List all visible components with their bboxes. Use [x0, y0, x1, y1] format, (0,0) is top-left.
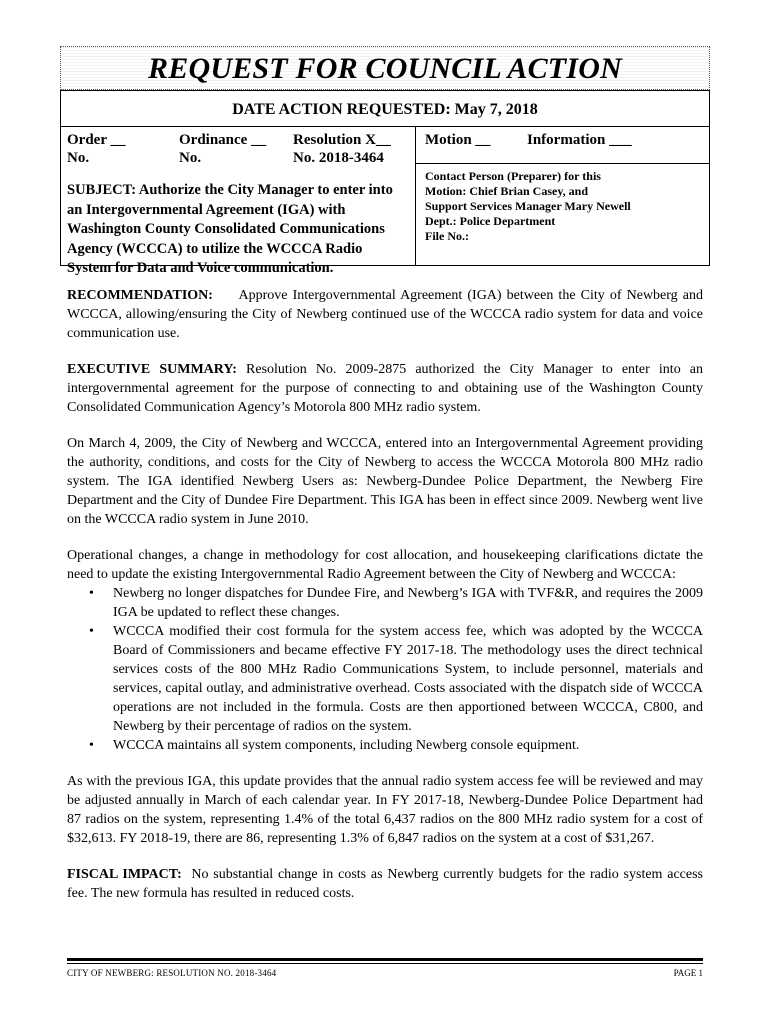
- contact-line: Motion: Chief Brian Casey, and: [425, 184, 589, 198]
- recommendation-paragraph: [67, 286, 703, 343]
- fiscal-impact-text: No substantial change in costs as Newberg currently budgets for the radio system access fee. The new formula has resulted in reduced costs.: [67, 867, 703, 901]
- request-table: [60, 90, 710, 276]
- executive-summary-text: Resolution No. 2009-2875 authorized the City Manager to enter into an intergovernmental agreement for the purpose of connecting to and obtaining use of the Washington County Consolidated Communication Agency’s Motorola 800 MHz radio system.: [67, 362, 704, 415]
- contact-block: [425, 169, 705, 244]
- footer-rule-thin: [67, 963, 703, 964]
- executive-summary-paragraph: [67, 360, 703, 417]
- resolution-number: No. 2018-3464: [293, 150, 384, 166]
- document-body: [67, 286, 703, 920]
- table-divider-vertical: [415, 126, 416, 266]
- list-item: • Newberg no longer dispatches for Dundee Fire, and Newberg’s IGA with TVF&R, and requires the 2009 IGA be updated to reflect these changes.: [67, 584, 703, 622]
- fiscal-impact-heading: FISCAL IMPACT:: [67, 867, 182, 882]
- list-item: • WCCCA modified their cost formula for the system access fee, which was adopted by the WCCCA Board of Commissioners and became effective FY 2017-18. The methodology uses the direct technical services costs of the 800 MHz Radio Communications System, to include personnel, materials and services, capital outlay, and administrative overhead. Costs associated with the dispatch side of WCCCA operations are not included in the formula. Costs are then apportioned between WCCCA, C800, and Newberg by their percentage of radios on the system.: [67, 622, 703, 736]
- ordinance-number: No.: [179, 150, 202, 166]
- changes-paragraph: Operational changes, a change in methodology for cost allocation, and housekeeping clarifications dictate the need to update the existing Intergovernmental Radio Agreement between the City of Newberg and WCCCA:: [67, 548, 703, 582]
- motion-label: Motion __: [425, 132, 491, 148]
- fiscal-impact-paragraph: [67, 865, 703, 903]
- history-paragraph: On March 4, 2009, the City of Newberg and WCCCA, entered into an Intergovernmental Agreement providing the authority, conditions, and costs for the City of Newberg to access the WCCCA Motorola 800 MHz radio system. The IGA identified Newberg Users as: Newberg-Dundee Police Department, the Newberg Fire Department and the City of Dundee Fire Department. This IGA has been in effect since 2009. Newberg went live on the WCCCA radio system in June 2010.: [67, 436, 703, 527]
- contact-file-no: File No.:: [425, 229, 469, 243]
- contact-line: Support Services Manager Mary Newell: [425, 199, 631, 213]
- order-number: No.: [67, 150, 90, 166]
- recommendation-heading: RECOMMENDATION:: [67, 288, 213, 303]
- changes-list: [67, 584, 703, 755]
- ordinance-label: Ordinance __: [179, 132, 267, 148]
- page-title: REQUEST FOR COUNCIL ACTION: [148, 52, 622, 85]
- footer-page-number: PAGE 1: [673, 968, 703, 978]
- contact-dept: Dept.: Police Department: [425, 214, 556, 228]
- footer-resolution-ref: CITY OF NEWBERG: RESOLUTION NO. 2018-3464: [67, 968, 277, 978]
- table-divider-top: [61, 126, 709, 127]
- resolution-label: Resolution X__: [293, 132, 391, 148]
- footer-rule-thick: [67, 958, 703, 961]
- date-action-requested: DATE ACTION REQUESTED: May 7, 2018: [232, 101, 538, 118]
- information-label: Information ___: [527, 132, 632, 148]
- access-fee-paragraph: As with the previous IGA, this update provides that the annual radio system access fee will be reviewed and may be adjusted annually in March of each calendar year. In FY 2017-18, Newberg-Dundee Police Department had 87 radios on the system, representing 1.4% of the total 6,437 radios on the 800 MHz radio system for a cost of $32,613. FY 2018-19, there are 86, representing 1.3% of 6,847 radios on the system at a cost of $31,267.: [67, 774, 703, 846]
- contact-line: Contact Person (Preparer) for this: [425, 169, 601, 183]
- table-divider-contact: [415, 163, 709, 164]
- order-label: Order __: [67, 132, 126, 148]
- recommendation-text: Approve Intergovernmental Agreement (IGA) between the City of Newberg and WCCCA, allowing/ensuring the City of Newberg continued use of the WCCCA radio system for data and voice communication use.: [67, 288, 704, 341]
- list-item: • WCCCA maintains all system components, including Newberg console equipment.: [67, 736, 703, 755]
- subject-text: SUBJECT: Authorize the City Manager to enter into an Intergovernmental Agreement (IGA) with Washington County Consolidated Communications Agency (WCCCA) to utilize the WCCCA Radio System for Data and Voice communication.: [67, 182, 393, 276]
- executive-summary-heading: EXECUTIVE SUMMARY:: [67, 362, 237, 377]
